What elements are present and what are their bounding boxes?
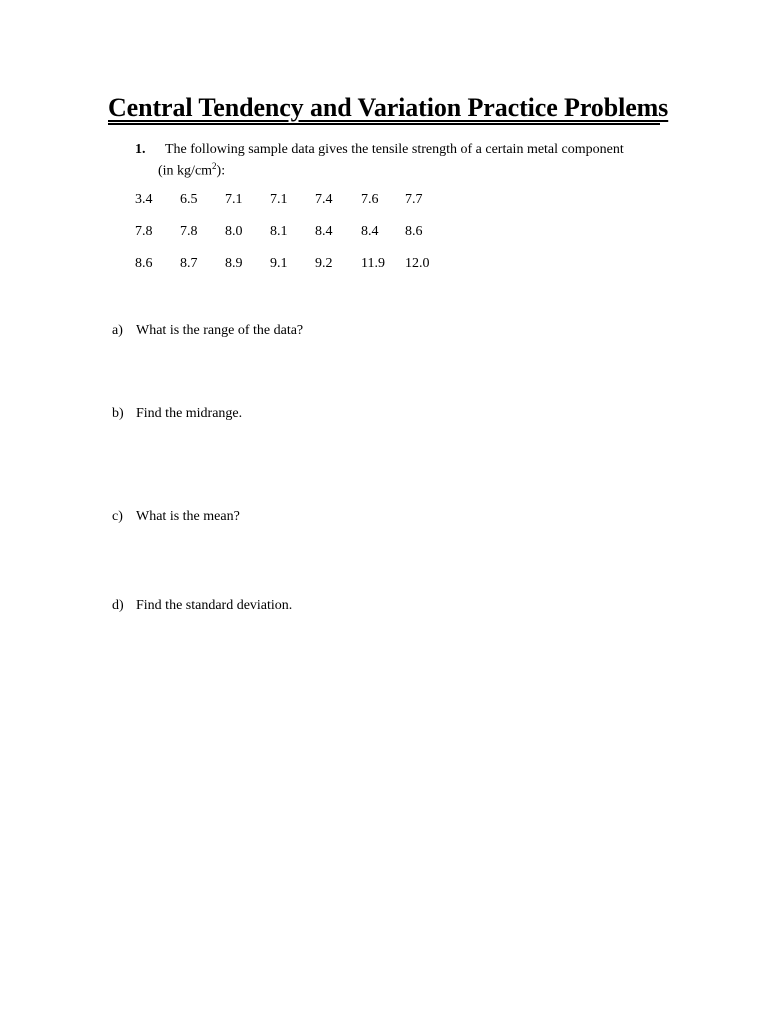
problem-text-line-2-suffix: ): <box>216 163 226 179</box>
data-cell: 7.4 <box>315 192 333 207</box>
data-cell: 8.4 <box>315 224 333 239</box>
table-row <box>135 224 445 256</box>
question-letter: a) <box>112 323 123 338</box>
question-c <box>112 508 240 525</box>
question-letter: c) <box>112 509 123 524</box>
data-cell: 8.0 <box>225 224 243 239</box>
data-cell: 7.1 <box>270 192 288 207</box>
question-text: What is the range of the data? <box>136 323 304 338</box>
problem-text-line-2-prefix: (in kg/cm <box>158 163 213 179</box>
data-cell: 8.9 <box>225 256 243 271</box>
data-cell: 7.7 <box>405 192 423 207</box>
data-cell: 8.7 <box>180 256 198 271</box>
question-text: Find the standard deviation. <box>136 598 293 613</box>
data-cell: 7.1 <box>225 192 243 207</box>
problem-text-line-1: The following sample data gives the tensile strength of a certain metal component <box>165 142 624 157</box>
problem-1 <box>135 141 675 180</box>
question-letter: d) <box>112 598 124 613</box>
table-row <box>135 256 445 288</box>
data-cell: 8.4 <box>361 224 379 239</box>
data-cell: 8.6 <box>405 224 423 239</box>
question-letter: b) <box>112 406 124 421</box>
page-title: Central Tendency and Variation Practice Problems <box>108 93 669 122</box>
superscript-two: 2 <box>212 161 217 171</box>
data-table <box>135 192 445 288</box>
data-cell: 6.5 <box>180 192 198 207</box>
data-cell: 8.1 <box>270 224 288 239</box>
data-cell: 7.6 <box>361 192 379 207</box>
data-cell: 9.2 <box>315 256 333 271</box>
problem-number: 1. <box>135 142 146 157</box>
data-cell: 7.8 <box>135 224 153 239</box>
question-text: What is the mean? <box>136 509 240 524</box>
data-cell: 11.9 <box>361 256 385 271</box>
data-cell: 7.8 <box>180 224 198 239</box>
data-cell: 8.6 <box>135 256 153 271</box>
data-cell: 9.1 <box>270 256 288 271</box>
problem-line-1 <box>135 141 675 158</box>
data-cell: 3.4 <box>135 192 153 207</box>
question-a <box>112 322 303 339</box>
problem-line-2 <box>135 158 675 180</box>
table-row <box>135 192 445 224</box>
question-d <box>112 597 292 614</box>
title-container <box>108 93 669 125</box>
question-b <box>112 405 242 422</box>
data-cell: 12.0 <box>405 256 430 271</box>
question-text: Find the midrange. <box>136 406 243 421</box>
